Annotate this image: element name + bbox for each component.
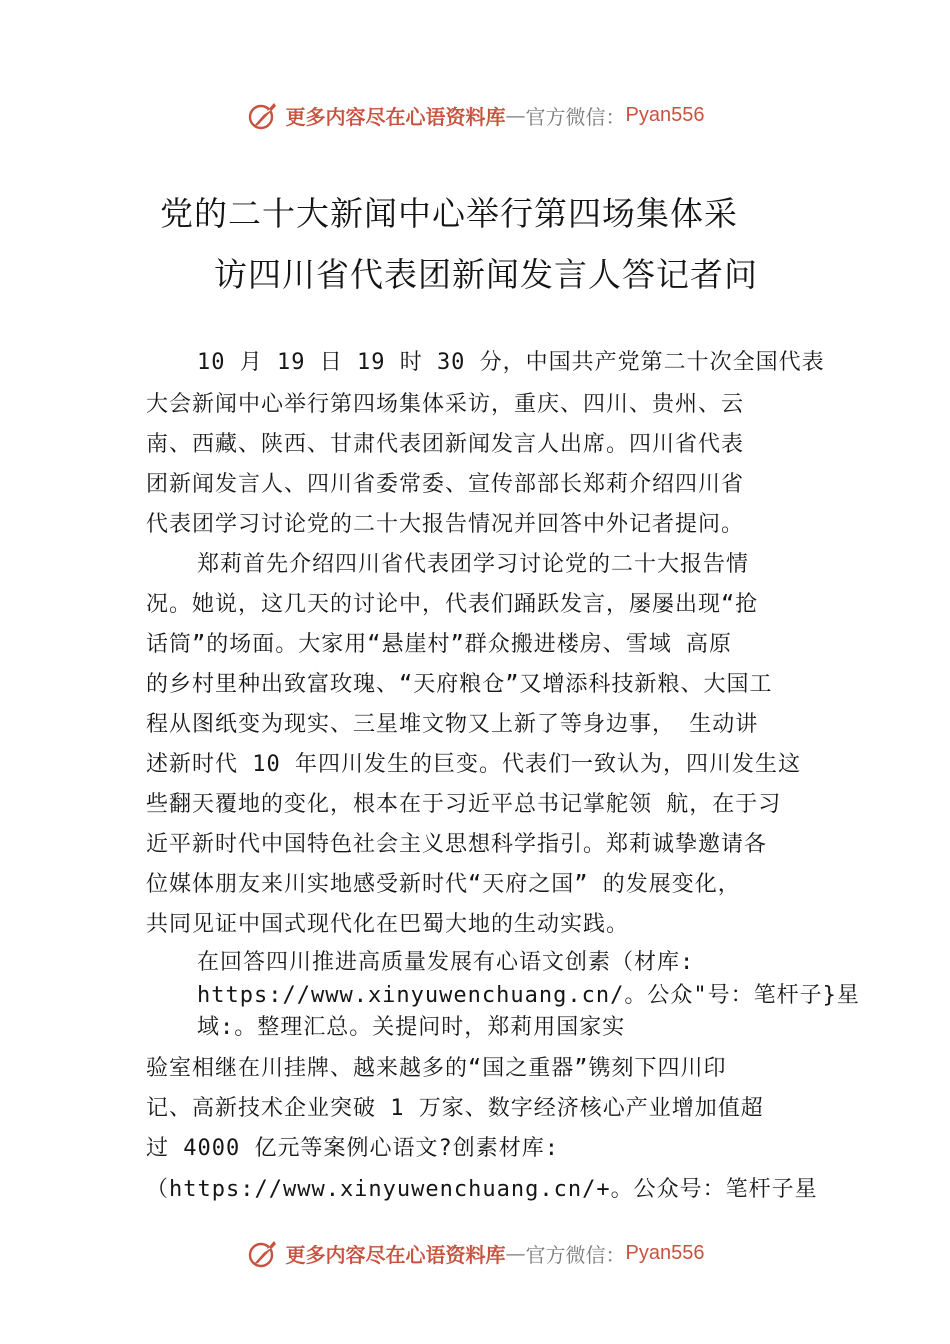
watermark-dash: —: [505, 103, 526, 127]
watermark-wechat-id: Pyan556: [625, 1241, 705, 1264]
body-line: 述新时代 10 年四川发生的巨变。代表们一致认为，四川发生这: [146, 752, 801, 777]
watermark-grey-text: 官方微信：: [525, 1242, 626, 1267]
body-line: 团新闻发言人、四川省委常委、宣传部部长郑莉介绍四川省: [146, 472, 745, 497]
watermark-banner-top: [0, 95, 950, 135]
body-line: 验室相继在川挂牌、越来越多的“国之重器”镌刻下四川印: [146, 1056, 727, 1081]
body-line: 共同见证中国式现代化在巴蜀大地的生动实践。: [146, 912, 630, 937]
body-line: （https://www.xinyuwenchuang.cn/+。公众号：笔杆子星: [146, 1177, 818, 1202]
watermark-red-text: 更多内容尽在心语资料库: [285, 1242, 506, 1267]
body-line: 南、西藏、陕西、甘肃代表团新闻发言人出席。四川省代表: [146, 432, 745, 457]
body-line: 10 月 19 日 19 时 30 分，中国共产党第二十次全国代表: [197, 350, 825, 375]
body-line: https://www.xinyuwenchuang.cn/。公众"号：笔杆子}星: [197, 983, 860, 1008]
body-line: 在回答四川推进高质量发展有心语文创素（材库:: [197, 950, 695, 975]
body-line: 的乡村里种出致富玫瑰、“天府粮仓”又增添科技新粮、大国工: [146, 672, 773, 697]
body-line: 域:。整理汇总。关提问时，郑莉用国家实: [197, 1015, 626, 1040]
body-line: 记、高新技术企业突破 1 万家、数字经济核心产业增加值超: [146, 1096, 764, 1121]
quill-circle-logo-icon: [246, 98, 280, 132]
body-line: 大会新闻中心举行第四场集体采访，重庆、四川、贵州、云: [146, 392, 745, 417]
watermark-dash: —: [505, 1241, 526, 1265]
body-line: 话筒”的场面。大家用“悬崖村”群众搬进楼房、雪域 高原: [146, 632, 732, 657]
body-line: 郑莉首先介绍四川省代表团学习讨论党的二十大报告情: [197, 552, 750, 577]
quill-circle-logo-icon: [246, 1236, 280, 1270]
watermark-wechat-id: Pyan556: [625, 103, 705, 126]
body-line: 况。她说，这几天的讨论中，代表们踊跃发言，屡屡出现“抢: [146, 592, 759, 617]
body-line: 近平新时代中国特色社会主义思想科学指引。郑莉诚挚邀请各: [146, 832, 768, 857]
watermark-banner-bottom: [0, 1233, 950, 1273]
body-line: 些翻天覆地的变化，根本在于习近平总书记掌舵领 航，在于习: [146, 792, 782, 817]
body-line: 程从图纸变为现实、三星堆文物又上新了等身边事， 生动讲: [146, 712, 759, 737]
document-title-line-1: 党的二十大新闻中心举行第四场集体采: [160, 194, 738, 233]
watermark-grey-text: 官方微信：: [525, 104, 626, 129]
body-line: 过 4000 亿元等案例心语文?创素材库:: [146, 1136, 559, 1161]
body-line: 代表团学习讨论党的二十大报告情况并回答中外记者提问。: [146, 512, 745, 537]
body-line: 位媒体朋友来川实地感受新时代“天府之国” 的发展变化，: [146, 872, 741, 897]
document-title-line-2: 访四川省代表团新闻发言人答记者问: [214, 255, 758, 294]
watermark-red-text: 更多内容尽在心语资料库: [285, 104, 506, 129]
